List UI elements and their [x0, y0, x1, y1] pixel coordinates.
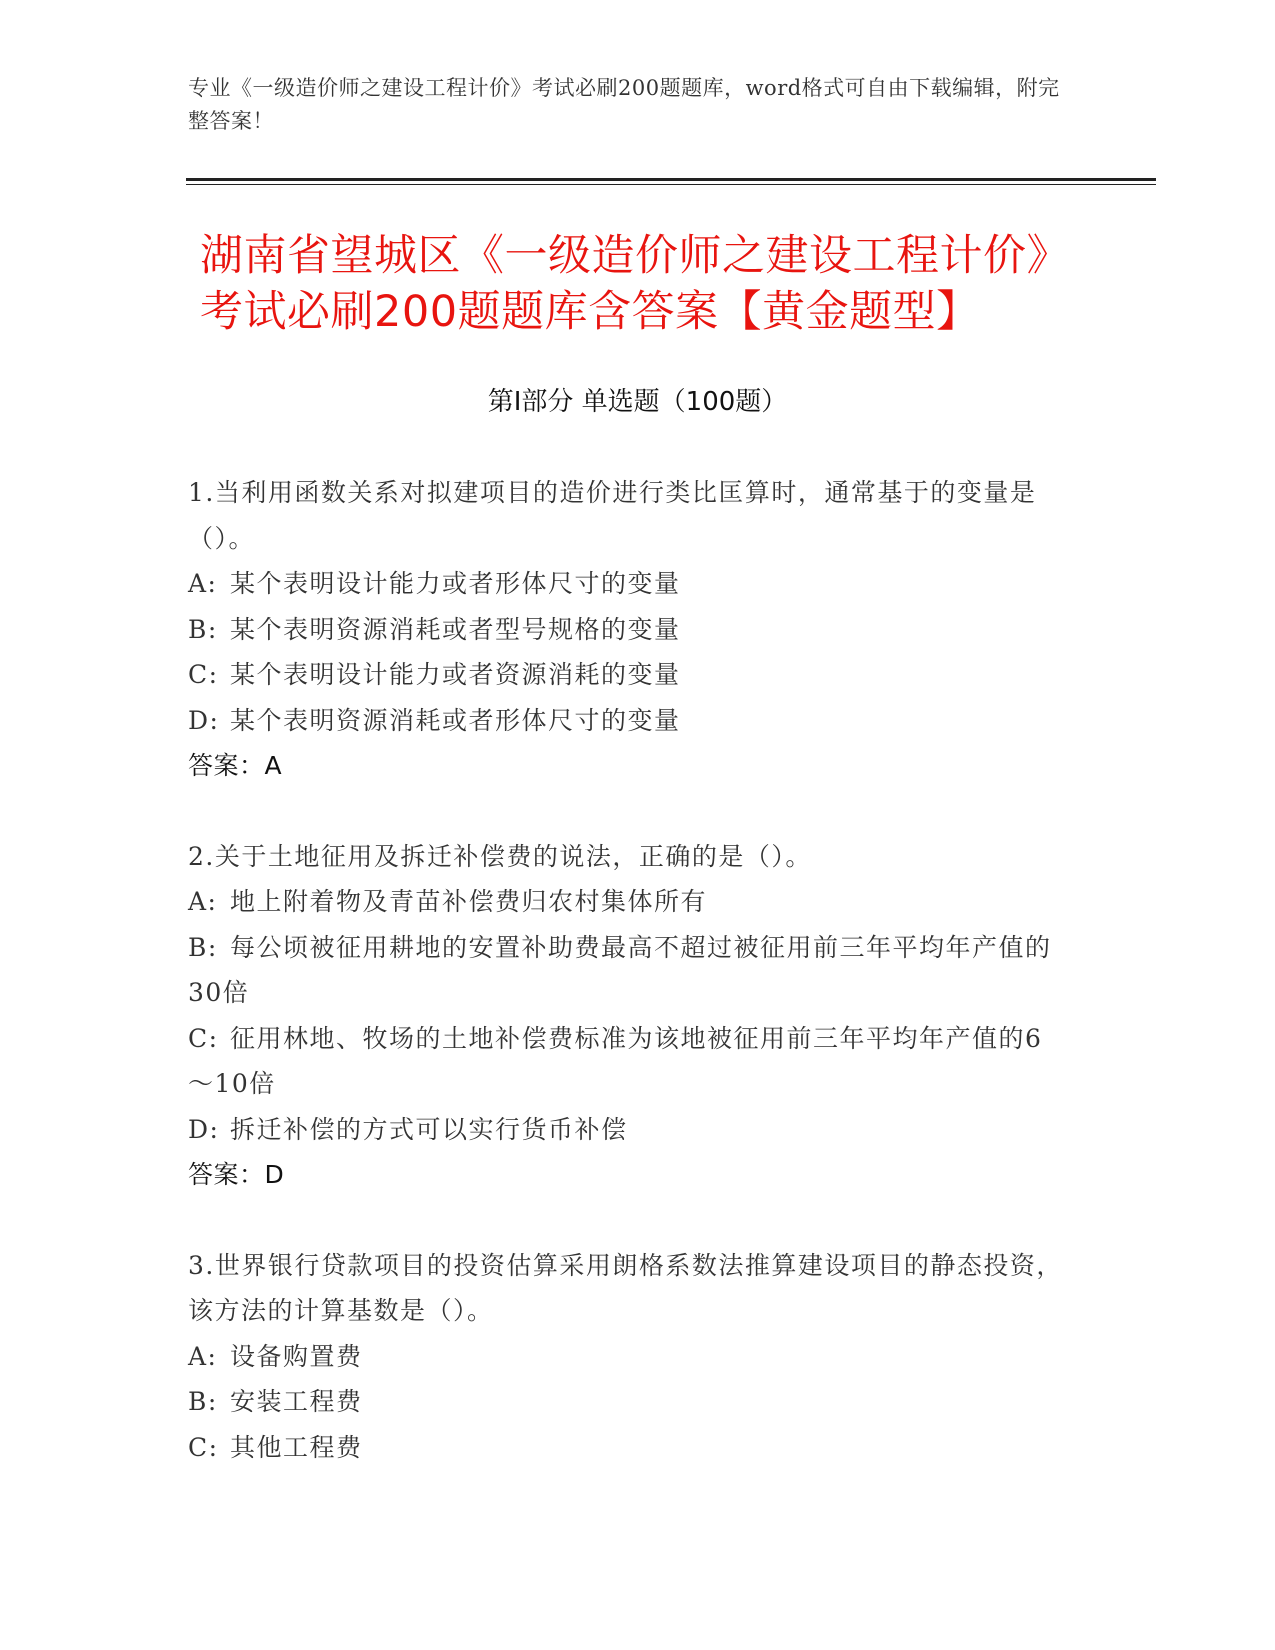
question-option-d	[188, 1107, 1068, 1153]
option-key: C:	[188, 1432, 219, 1462]
question-3	[188, 1243, 1068, 1471]
option-text: 某个表明设计能力或者资源消耗的变量	[230, 660, 681, 689]
question-stem: 3.世界银行贷款项目的投资估算采用朗格系数法推算建设项目的静态投资，该方法的计算基数是（）。	[188, 1250, 1063, 1325]
answer-value: D	[264, 1160, 285, 1189]
question-option-b	[188, 925, 1068, 1016]
question-1	[188, 470, 1068, 789]
option-key: D:	[188, 705, 220, 735]
option-key: B:	[188, 614, 218, 644]
option-text: 其他工程费	[230, 1432, 363, 1462]
option-key: A:	[188, 569, 218, 598]
question-option-b	[188, 1379, 1068, 1425]
header-divider-thin	[186, 184, 1156, 185]
answer-prefix: 答案：	[188, 1160, 265, 1189]
question-stem: 1.当利用函数关系对拟建项目的造价进行类比匡算时，通常基于的变量是（）。	[188, 478, 1037, 553]
option-text: 设备购置费	[230, 1341, 363, 1371]
question-stem: 2.关于土地征用及拆迁补偿费的说法，正确的是（）。	[188, 841, 812, 871]
question-option-c	[188, 1016, 1068, 1107]
option-key: C:	[188, 660, 219, 689]
question-option-c	[188, 1425, 1068, 1471]
option-key: B:	[188, 1387, 218, 1416]
option-text: 地上附着物及青苗补偿费归农村集体所有	[230, 887, 708, 916]
option-text: 每公顷被征用耕地的安置补助费最高不超过被征用前三年平均年产值的30倍	[188, 932, 1052, 1007]
option-text: 安装工程费	[230, 1387, 363, 1416]
option-text: 拆迁补偿的方式可以实行货币补偿	[230, 1114, 628, 1144]
option-key: B:	[188, 932, 218, 962]
option-text: 某个表明资源消耗或者型号规格的变量	[230, 614, 681, 644]
question-option-a	[188, 561, 1068, 607]
header-divider-thick	[186, 178, 1156, 181]
document-title: 湖南省望城区《一级造价师之建设工程计价》考试必刷200题题库含答案【黄金题型】	[200, 231, 1070, 337]
question-answer	[188, 1152, 1068, 1198]
option-text: 某个表明资源消耗或者形体尺寸的变量	[230, 705, 681, 735]
answer-value: A	[264, 751, 283, 780]
option-key: A:	[188, 887, 218, 916]
option-text: 某个表明设计能力或者形体尺寸的变量	[230, 569, 681, 598]
question-option-b	[188, 607, 1068, 653]
option-key: D:	[188, 1114, 220, 1144]
option-text: 征用林地、牧场的土地补偿费标准为该地被征用前三年平均年产值的6～10倍	[188, 1023, 1043, 1098]
question-2	[188, 834, 1068, 1198]
answer-prefix: 答案：	[188, 751, 265, 780]
section-title: 第I部分 单选题（100题）	[487, 387, 788, 417]
question-option-c	[188, 652, 1068, 698]
question-list	[188, 470, 1068, 1515]
question-answer	[188, 743, 1068, 789]
question-option-a	[188, 879, 1068, 925]
question-option-d	[188, 698, 1068, 744]
option-key: A:	[188, 1341, 218, 1371]
question-option-a	[188, 1334, 1068, 1380]
header-note: 专业《一级造价师之建设工程计价》考试必刷200题题库，word格式可自由下载编辑，附完整答案！	[188, 76, 1060, 133]
option-key: C:	[188, 1023, 219, 1053]
